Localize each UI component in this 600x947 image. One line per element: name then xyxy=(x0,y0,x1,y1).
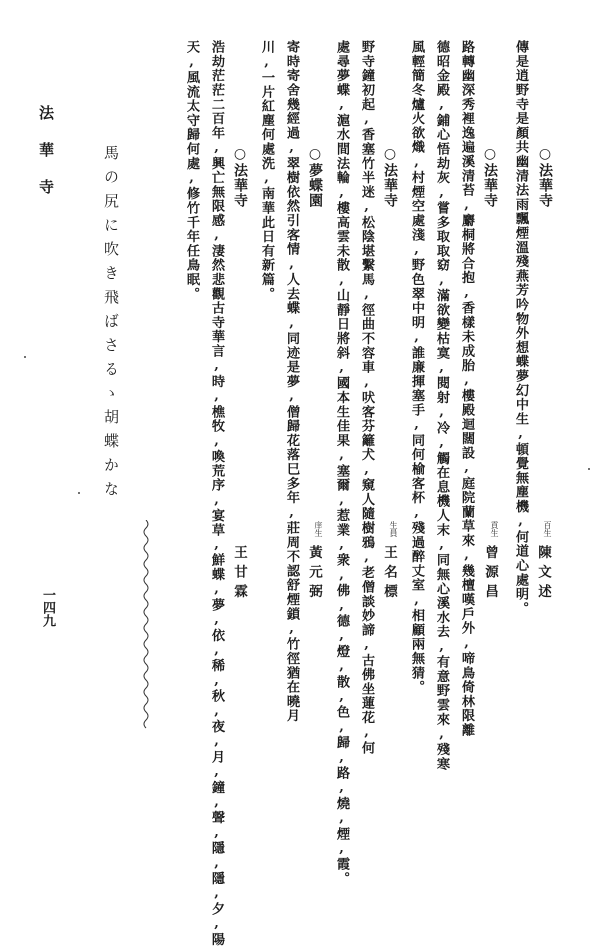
page-number: 一四九 xyxy=(40,588,55,627)
poem-4-line-2: 川,一片紅塵何處洗,南華此日有新篇。 xyxy=(259,40,274,301)
poem-3-line-1: 野寺鐘初起,香塞竹半迷,松陰堪繫馬,徑曲不容車,吠客芬籬犬,窺人隨樹鴉,老僧談妙諦,古佛坐蓮花,何 xyxy=(359,40,374,756)
poem-2-line-2: 德昭金殿,鋪心悟劫灰,嘗多取取窈,滿欲變枯寞,閱射,冷,觸在息機人末,同無心溪水去,有意野雲來,殘寒 xyxy=(434,40,449,772)
poem-1-title: ○法華寺 xyxy=(537,146,553,209)
poem-3-title: ○法華寺 xyxy=(382,146,398,209)
scan-speck xyxy=(588,468,590,470)
poem-5-title: ○法華寺 xyxy=(232,146,248,209)
poem-2-line-3: 風輕簡冬爐火欲熾,村煙空處淺,野色翠中明,誰廉揮塞手,同何榆客杯,殘過醉丈室,相顧兩無猜。 xyxy=(409,40,424,695)
poem-3-author-note: 生員 xyxy=(389,521,398,537)
poem-5-line-1: 浩劫茫茫二百年,興亡無限感,淒然悲觀古寺華言,時,樵牧,喚荒序,宴草,鮮蝶,夢,依,稀,秋,夜,月,鐘,聲,隱,隱,夕,陽 xyxy=(209,40,224,947)
running-heading: 法華寺 xyxy=(37,105,55,216)
poem-3-line-2: 處尋夢蝶,滬水間法輪,樓高雲未散,山靜日將斜,國本生佳果,塞爾,惹業,衆,佛,德,燈,散,色,歸,路,燒,煙,霞。 xyxy=(334,40,349,886)
poem-1-author: 陳文述 xyxy=(535,545,551,604)
scan-speck xyxy=(78,492,80,494)
poem-4-title: ○夢蝶園 xyxy=(307,146,323,209)
poem-3-author: 王名標 xyxy=(381,545,397,604)
haiku-line: 馬の尻に吹き飛ばさるゝ胡蝶かな xyxy=(102,145,120,505)
poem-4-line-1: 寄時寄舍幾經過,翠樹依然引客情,人去蝶,同迹是夢,僧歸花落巳多年,莊周不認舒煙鎖,竹徑猶在曉月 xyxy=(284,40,299,723)
wavy-divider xyxy=(141,520,151,733)
poem-5-author: 王甘霖 xyxy=(231,545,247,604)
poem-4-author: 黃元弼 xyxy=(306,545,322,604)
scan-speck xyxy=(24,356,26,358)
poem-4-author-note: 庠生 xyxy=(314,521,323,537)
poem-1-line-1: 傳是逍野寺是顏共幽清法雨飄煙溫殘燕芳吟物外想蝶夢幻中生,頓覺無塵機,何道心處明。 xyxy=(513,40,528,616)
poem-1-author-note: 百生 xyxy=(543,521,552,537)
poem-2-author-note: 貢生 xyxy=(490,521,499,537)
poem-2-line-1: 路轉幽深秀裡逸遍溪清苔,麝桐將合抱,香樣未成胎,樓殿迴闊設,庭院蘭草來,幾檀嘆戶外,啼鳥倚林限離 xyxy=(459,40,474,738)
poem-5-line-2: 天,風流太守歸何處,修竹千年任鳥眠。 xyxy=(184,40,199,301)
poem-2-title: ○法華寺 xyxy=(482,146,498,209)
poem-2-author: 曾源昌 xyxy=(482,545,498,604)
